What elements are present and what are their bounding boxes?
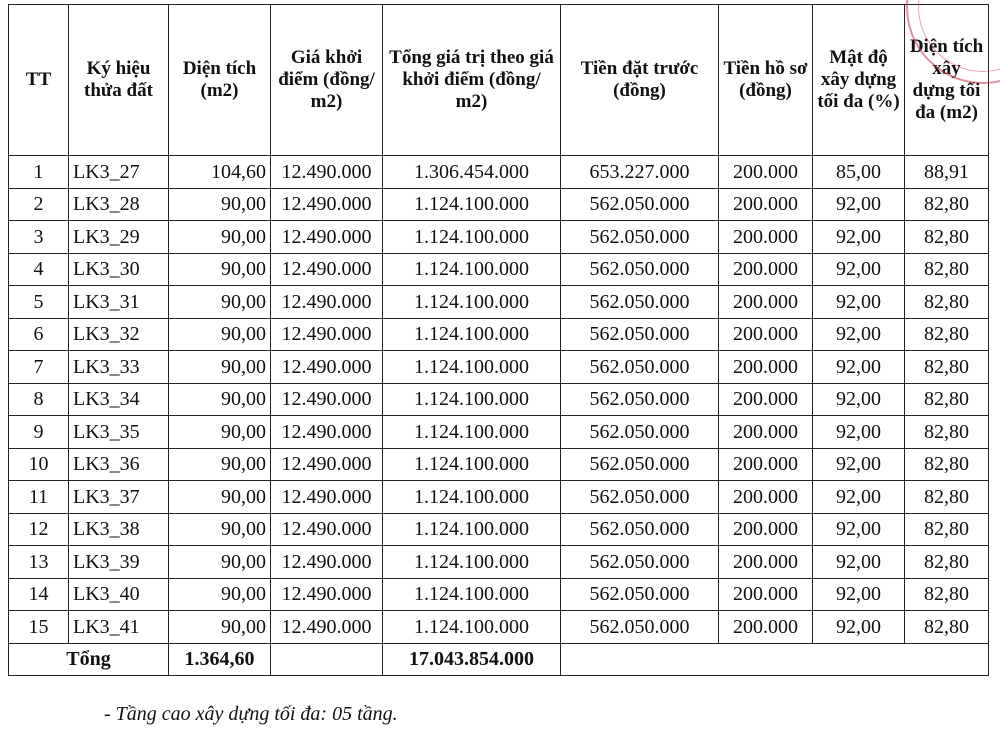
starting-price: 12.490.000 [271,481,383,514]
table-row [9,611,989,644]
lot-code: LK3_38 [69,513,169,546]
dossier-fee: 200.000 [719,611,813,644]
total-value: 1.124.100.000 [383,188,561,221]
starting-price: 12.490.000 [271,448,383,481]
row-index: 4 [9,253,69,286]
total-value: 1.124.100.000 [383,286,561,319]
dossier-fee: 200.000 [719,448,813,481]
table-row [9,416,989,449]
max-build-area: 82,80 [905,481,989,514]
header-cell: TT [9,5,69,156]
deposit: 562.050.000 [561,188,719,221]
starting-price: 12.490.000 [271,383,383,416]
deposit: 562.050.000 [561,286,719,319]
max-build-area: 82,80 [905,611,989,644]
max-density: 92,00 [813,286,905,319]
starting-price: 12.490.000 [271,318,383,351]
lot-code: LK3_30 [69,253,169,286]
dossier-fee: 200.000 [719,188,813,221]
total-value: 1.124.100.000 [383,351,561,384]
dossier-fee: 200.000 [719,221,813,254]
lot-area: 104,60 [169,156,271,189]
header-cell: Diện tích (m2) [169,5,271,156]
lot-area: 90,00 [169,546,271,579]
lot-area: 90,00 [169,286,271,319]
lot-area: 90,00 [169,611,271,644]
lot-area: 90,00 [169,383,271,416]
dossier-fee: 200.000 [719,286,813,319]
max-build-area: 88,91 [905,156,989,189]
total-value: 1.124.100.000 [383,611,561,644]
lot-code: LK3_32 [69,318,169,351]
deposit: 562.050.000 [561,578,719,611]
starting-price: 12.490.000 [271,611,383,644]
table-row [9,318,989,351]
lot-code: LK3_31 [69,286,169,319]
lot-code: LK3_29 [69,221,169,254]
header-cell: Tổng giá trị theo giá khởi điểm (đồng/ m2) [383,5,561,156]
starting-price: 12.490.000 [271,221,383,254]
dossier-fee: 200.000 [719,481,813,514]
max-build-area: 82,80 [905,286,989,319]
row-index: 10 [9,448,69,481]
lot-area: 90,00 [169,448,271,481]
total-value: 1.124.100.000 [383,546,561,579]
max-build-area: 82,80 [905,513,989,546]
max-build-area: 82,80 [905,383,989,416]
max-density: 92,00 [813,546,905,579]
table-row [9,448,989,481]
max-floors-note: - Tầng cao xây dựng tối đa: 05 tầng. [104,703,398,725]
starting-price: 12.490.000 [271,351,383,384]
starting-price: 12.490.000 [271,416,383,449]
max-density: 85,00 [813,156,905,189]
deposit: 562.050.000 [561,253,719,286]
lot-code: LK3_40 [69,578,169,611]
starting-price: 12.490.000 [271,578,383,611]
total-value: 1.124.100.000 [383,253,561,286]
max-build-area: 82,80 [905,318,989,351]
table-row [9,383,989,416]
row-index: 6 [9,318,69,351]
row-index: 12 [9,513,69,546]
lot-code: LK3_41 [69,611,169,644]
deposit: 562.050.000 [561,383,719,416]
table-row [9,253,989,286]
max-build-area: 82,80 [905,448,989,481]
deposit: 562.050.000 [561,611,719,644]
header-cell: Tiền hồ sơ (đồng) [719,5,813,156]
table-row [9,188,989,221]
row-index: 9 [9,416,69,449]
max-build-area: 82,80 [905,188,989,221]
row-index: 5 [9,286,69,319]
table-row [9,351,989,384]
total-value: 1.124.100.000 [383,448,561,481]
dossier-fee: 200.000 [719,253,813,286]
table-row [9,286,989,319]
header-cell: Mật độ xây dựng tối đa (%) [813,5,905,156]
row-index: 15 [9,611,69,644]
lot-code: LK3_34 [69,383,169,416]
max-density: 92,00 [813,416,905,449]
lot-area: 90,00 [169,481,271,514]
header-cell: Tiền đặt trước (đồng) [561,5,719,156]
total-value: 1.306.454.000 [383,156,561,189]
header-cell: Giá khởi điểm (đồng/ m2) [271,5,383,156]
header-row [9,5,989,156]
deposit: 653.227.000 [561,156,719,189]
row-index: 11 [9,481,69,514]
max-density: 92,00 [813,481,905,514]
max-density: 92,00 [813,611,905,644]
table-row [9,578,989,611]
dossier-fee: 200.000 [719,416,813,449]
total-value: 1.124.100.000 [383,481,561,514]
lot-area: 90,00 [169,578,271,611]
max-build-area: 82,80 [905,351,989,384]
max-density: 92,00 [813,578,905,611]
lot-area: 90,00 [169,221,271,254]
lot-area: 90,00 [169,188,271,221]
max-build-area: 82,80 [905,578,989,611]
dossier-fee: 200.000 [719,546,813,579]
deposit: 562.050.000 [561,513,719,546]
total-area: 1.364,60 [169,643,271,676]
total-value: 1.124.100.000 [383,221,561,254]
dossier-fee: 200.000 [719,351,813,384]
starting-price: 12.490.000 [271,156,383,189]
lot-area: 90,00 [169,318,271,351]
dossier-fee: 200.000 [719,578,813,611]
starting-price: 12.490.000 [271,546,383,579]
row-index: 1 [9,156,69,189]
total-value: 1.124.100.000 [383,383,561,416]
total-value: 17.043.854.000 [383,643,561,676]
deposit: 562.050.000 [561,318,719,351]
total-empty-cell [561,643,989,676]
dossier-fee: 200.000 [719,513,813,546]
starting-price: 12.490.000 [271,188,383,221]
lot-code: LK3_37 [69,481,169,514]
total-value: 1.124.100.000 [383,513,561,546]
total-value: 1.124.100.000 [383,578,561,611]
max-build-area: 82,80 [905,546,989,579]
max-density: 92,00 [813,448,905,481]
max-density: 92,00 [813,513,905,546]
table-row [9,481,989,514]
dossier-fee: 200.000 [719,318,813,351]
table-row [9,546,989,579]
dossier-fee: 200.000 [719,156,813,189]
max-density: 92,00 [813,221,905,254]
row-index: 13 [9,546,69,579]
max-density: 92,00 [813,253,905,286]
starting-price: 12.490.000 [271,286,383,319]
lot-area: 90,00 [169,253,271,286]
max-build-area: 82,80 [905,416,989,449]
lot-area: 90,00 [169,416,271,449]
row-index: 8 [9,383,69,416]
deposit: 562.050.000 [561,351,719,384]
table-row [9,221,989,254]
max-build-area: 82,80 [905,253,989,286]
lot-code: LK3_33 [69,351,169,384]
starting-price: 12.490.000 [271,513,383,546]
lot-code: LK3_39 [69,546,169,579]
row-index: 14 [9,578,69,611]
total-value: 1.124.100.000 [383,416,561,449]
table-row [9,156,989,189]
lot-area: 90,00 [169,351,271,384]
total-empty-cell [271,643,383,676]
max-density: 92,00 [813,188,905,221]
table-body [9,156,989,644]
table-row [9,513,989,546]
row-index: 2 [9,188,69,221]
lot-code: LK3_28 [69,188,169,221]
deposit: 562.050.000 [561,221,719,254]
deposit: 562.050.000 [561,546,719,579]
total-value: 1.124.100.000 [383,318,561,351]
deposit: 562.050.000 [561,481,719,514]
dossier-fee: 200.000 [719,383,813,416]
lot-code: LK3_36 [69,448,169,481]
total-label: Tổng [9,643,169,676]
max-build-area: 82,80 [905,221,989,254]
header-cell: Diện tích xây dựng tối đa (m2) [905,5,989,156]
lot-area: 90,00 [169,513,271,546]
max-density: 92,00 [813,383,905,416]
starting-price: 12.490.000 [271,253,383,286]
row-index: 3 [9,221,69,254]
deposit: 562.050.000 [561,416,719,449]
header-cell: Ký hiệu thửa đất [69,5,169,156]
lot-code: LK3_35 [69,416,169,449]
land-lot-table [8,4,989,676]
max-density: 92,00 [813,318,905,351]
lot-code: LK3_27 [69,156,169,189]
row-index: 7 [9,351,69,384]
deposit: 562.050.000 [561,448,719,481]
max-density: 92,00 [813,351,905,384]
total-row [9,643,989,676]
